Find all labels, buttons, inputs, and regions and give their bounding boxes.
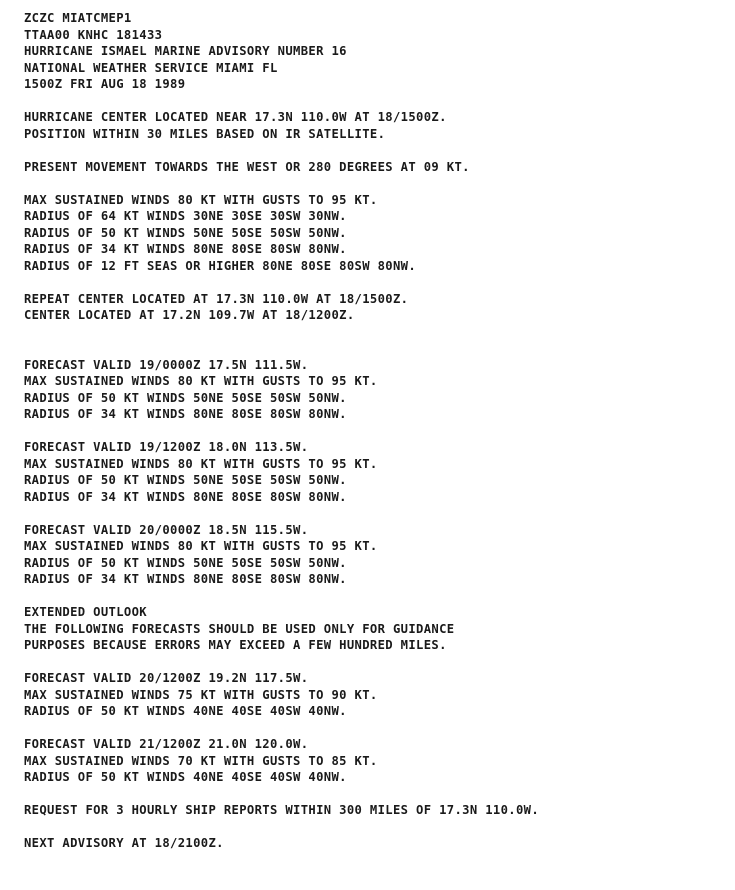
outlook-note: PURPOSES BECAUSE ERRORS MAY EXCEED A FEW HUNDRED MILES. — [24, 638, 447, 652]
position-accuracy: POSITION WITHIN 30 MILES BASED ON IR SATELLITE. — [24, 126, 386, 141]
forecast-block-4 — [24, 670, 724, 720]
forecast-valid: FORECAST VALID 21/1200Z 21.0N 120.0W. — [24, 737, 309, 751]
forecast-valid: FORECAST VALID 19/0000Z 17.5N 111.5W. — [24, 357, 309, 372]
forecast-block-1 — [24, 357, 724, 423]
radius-12ft-seas: RADIUS OF 12 FT SEAS OR HIGHER 80NE 80SE 80SW 80NW. — [24, 258, 417, 273]
forecast-radius-34kt: RADIUS OF 34 KT WINDS 80NE 80SE 80SW 80NW. — [24, 572, 347, 586]
forecast-block-2 — [24, 439, 724, 505]
request-block — [24, 802, 724, 819]
max-winds: MAX SUSTAINED WINDS 80 KT WITH GUSTS TO 95 KT. — [24, 192, 378, 207]
wmo-header: TTAA00 KNHC 181433 — [24, 27, 163, 42]
next-advisory: NEXT ADVISORY AT 18/2100Z. — [24, 836, 224, 850]
next-advisory-block — [24, 835, 724, 852]
forecast-radius-50kt: RADIUS OF 50 KT WINDS 50NE 50SE 50SW 50NW. — [24, 555, 347, 570]
present-movement: PRESENT MOVEMENT TOWARDS THE WEST OR 280 DEGREES AT 09 KT. — [24, 159, 470, 174]
radius-64kt: RADIUS OF 64 KT WINDS 30NE 30SE 30SW 30NW. — [24, 209, 347, 223]
repeat-block — [24, 291, 724, 324]
issuing-office: NATIONAL WEATHER SERVICE MIAMI FL — [24, 60, 278, 75]
forecast-radius-50kt: RADIUS OF 50 KT WINDS 40NE 40SE 40SW 40NW. — [24, 704, 347, 718]
forecast-max-winds: MAX SUSTAINED WINDS 80 KT WITH GUSTS TO 95 KT. — [24, 374, 378, 388]
forecast-block-3 — [24, 522, 724, 588]
forecast-radius-50kt: RADIUS OF 50 KT WINDS 50NE 50SE 50SW 50NW. — [24, 473, 347, 487]
center-location: HURRICANE CENTER LOCATED NEAR 17.3N 110.0W AT 18/1500Z. — [24, 110, 447, 124]
forecast-radius-50kt: RADIUS OF 50 KT WINDS 40NE 40SE 40SW 40NW. — [24, 770, 347, 784]
outlook-heading: EXTENDED OUTLOOK — [24, 605, 147, 619]
forecast-valid: FORECAST VALID 19/1200Z 18.0N 113.5W. — [24, 440, 309, 454]
advisory-text — [24, 10, 724, 868]
previous-center: CENTER LOCATED AT 17.2N 109.7W AT 18/1200Z. — [24, 308, 355, 322]
issue-time: 1500Z FRI AUG 18 1989 — [24, 77, 186, 91]
ship-report-request: REQUEST FOR 3 HOURLY SHIP REPORTS WITHIN 300 MILES OF 17.3N 110.0W. — [24, 803, 540, 817]
winds-block — [24, 192, 724, 275]
forecast-max-winds: MAX SUSTAINED WINDS 80 KT WITH GUSTS TO 95 KT. — [24, 539, 378, 553]
forecast-valid: FORECAST VALID 20/0000Z 18.5N 115.5W. — [24, 522, 309, 537]
product-code: ZCZC MIATCMEP1 — [24, 11, 132, 25]
outlook-block — [24, 604, 724, 654]
center-block — [24, 109, 724, 142]
forecast-max-winds: MAX SUSTAINED WINDS 80 KT WITH GUSTS TO 95 KT. — [24, 456, 378, 471]
forecast-radius-34kt: RADIUS OF 34 KT WINDS 80NE 80SE 80SW 80NW. — [24, 407, 347, 421]
header-block — [24, 10, 724, 93]
forecast-max-winds: MAX SUSTAINED WINDS 75 KT WITH GUSTS TO 90 KT. — [24, 687, 378, 702]
outlook-note: THE FOLLOWING FORECASTS SHOULD BE USED ONLY FOR GUIDANCE — [24, 621, 455, 636]
advisory-title: HURRICANE ISMAEL MARINE ADVISORY NUMBER 16 — [24, 44, 347, 58]
forecast-valid: FORECAST VALID 20/1200Z 19.2N 117.5W. — [24, 671, 309, 685]
forecast-block-5 — [24, 736, 724, 786]
movement-block — [24, 159, 724, 176]
radius-50kt: RADIUS OF 50 KT WINDS 50NE 50SE 50SW 50NW. — [24, 225, 347, 240]
forecast-radius-34kt: RADIUS OF 34 KT WINDS 80NE 80SE 80SW 80NW. — [24, 489, 347, 504]
radius-34kt: RADIUS OF 34 KT WINDS 80NE 80SE 80SW 80NW. — [24, 242, 347, 256]
forecast-radius-50kt: RADIUS OF 50 KT WINDS 50NE 50SE 50SW 50NW. — [24, 390, 347, 405]
forecast-max-winds: MAX SUSTAINED WINDS 70 KT WITH GUSTS TO 85 KT. — [24, 753, 378, 768]
repeat-center: REPEAT CENTER LOCATED AT 17.3N 110.0W AT 18/1500Z. — [24, 291, 409, 306]
